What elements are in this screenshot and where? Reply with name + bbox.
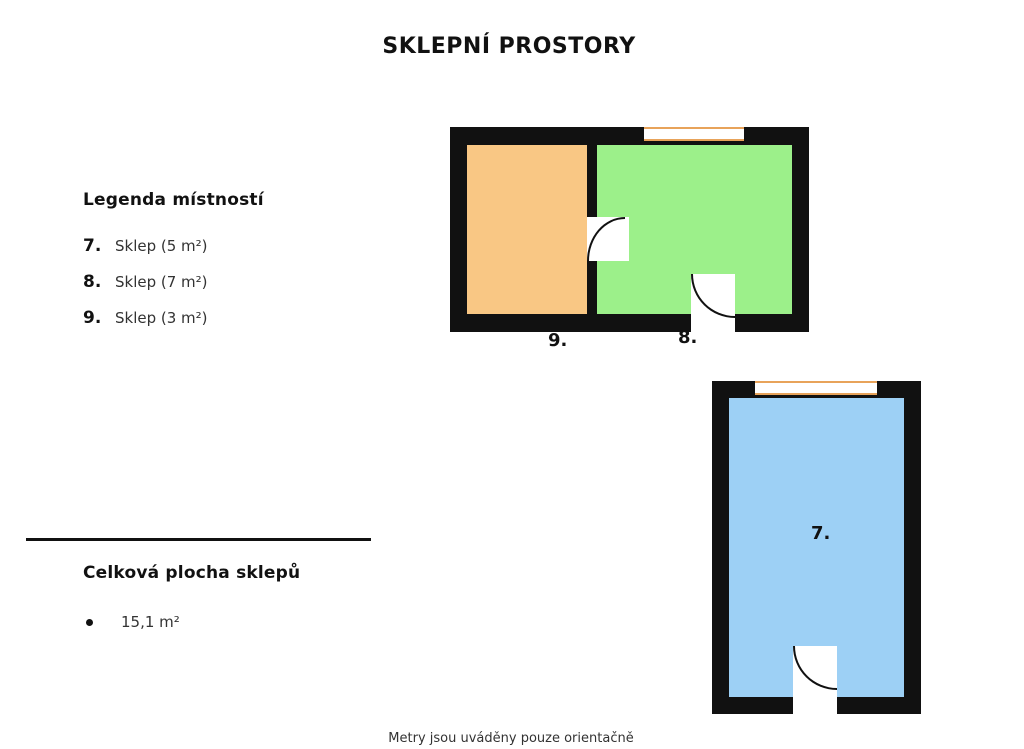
legend-heading: Legenda místností: [83, 190, 264, 210]
floorplan-upper: [450, 127, 809, 351]
legend-item-label: Sklep (3 m²): [115, 309, 208, 327]
floorplan-lower: [712, 381, 921, 714]
window-icon: [644, 127, 744, 141]
legend-item-label: Sklep (7 m²): [115, 273, 208, 291]
room-9-shape: [467, 145, 587, 314]
total-area-section: [83, 563, 413, 631]
section-divider: [26, 538, 371, 541]
page-title-text: SKLEPNÍ PROSTORY: [382, 34, 636, 59]
legend-item-number: 8.: [83, 272, 102, 292]
room-8-label: 8.: [678, 327, 698, 348]
footer-note: [0, 731, 1024, 746]
total-area-row: [83, 613, 413, 631]
total-area-heading: Celková plocha sklepů: [83, 563, 301, 583]
legend-item-8: [83, 272, 413, 292]
legend-item-7: [83, 236, 413, 256]
legend-item-number: 9.: [83, 308, 102, 328]
footer-note-text: Metry jsou uváděny pouze orientačně: [388, 731, 634, 746]
room-7-label: 7.: [811, 523, 831, 544]
window-icon: [755, 381, 877, 395]
total-area-value: 15,1 m²: [121, 613, 180, 631]
bullet-icon: [86, 619, 93, 626]
page-title: [0, 34, 1024, 59]
legend-item-label: Sklep (5 m²): [115, 237, 208, 255]
room-legend: [83, 190, 413, 344]
legend-item-number: 7.: [83, 236, 102, 256]
legend-item-9: [83, 308, 413, 328]
room-9-label: 9.: [548, 330, 568, 351]
